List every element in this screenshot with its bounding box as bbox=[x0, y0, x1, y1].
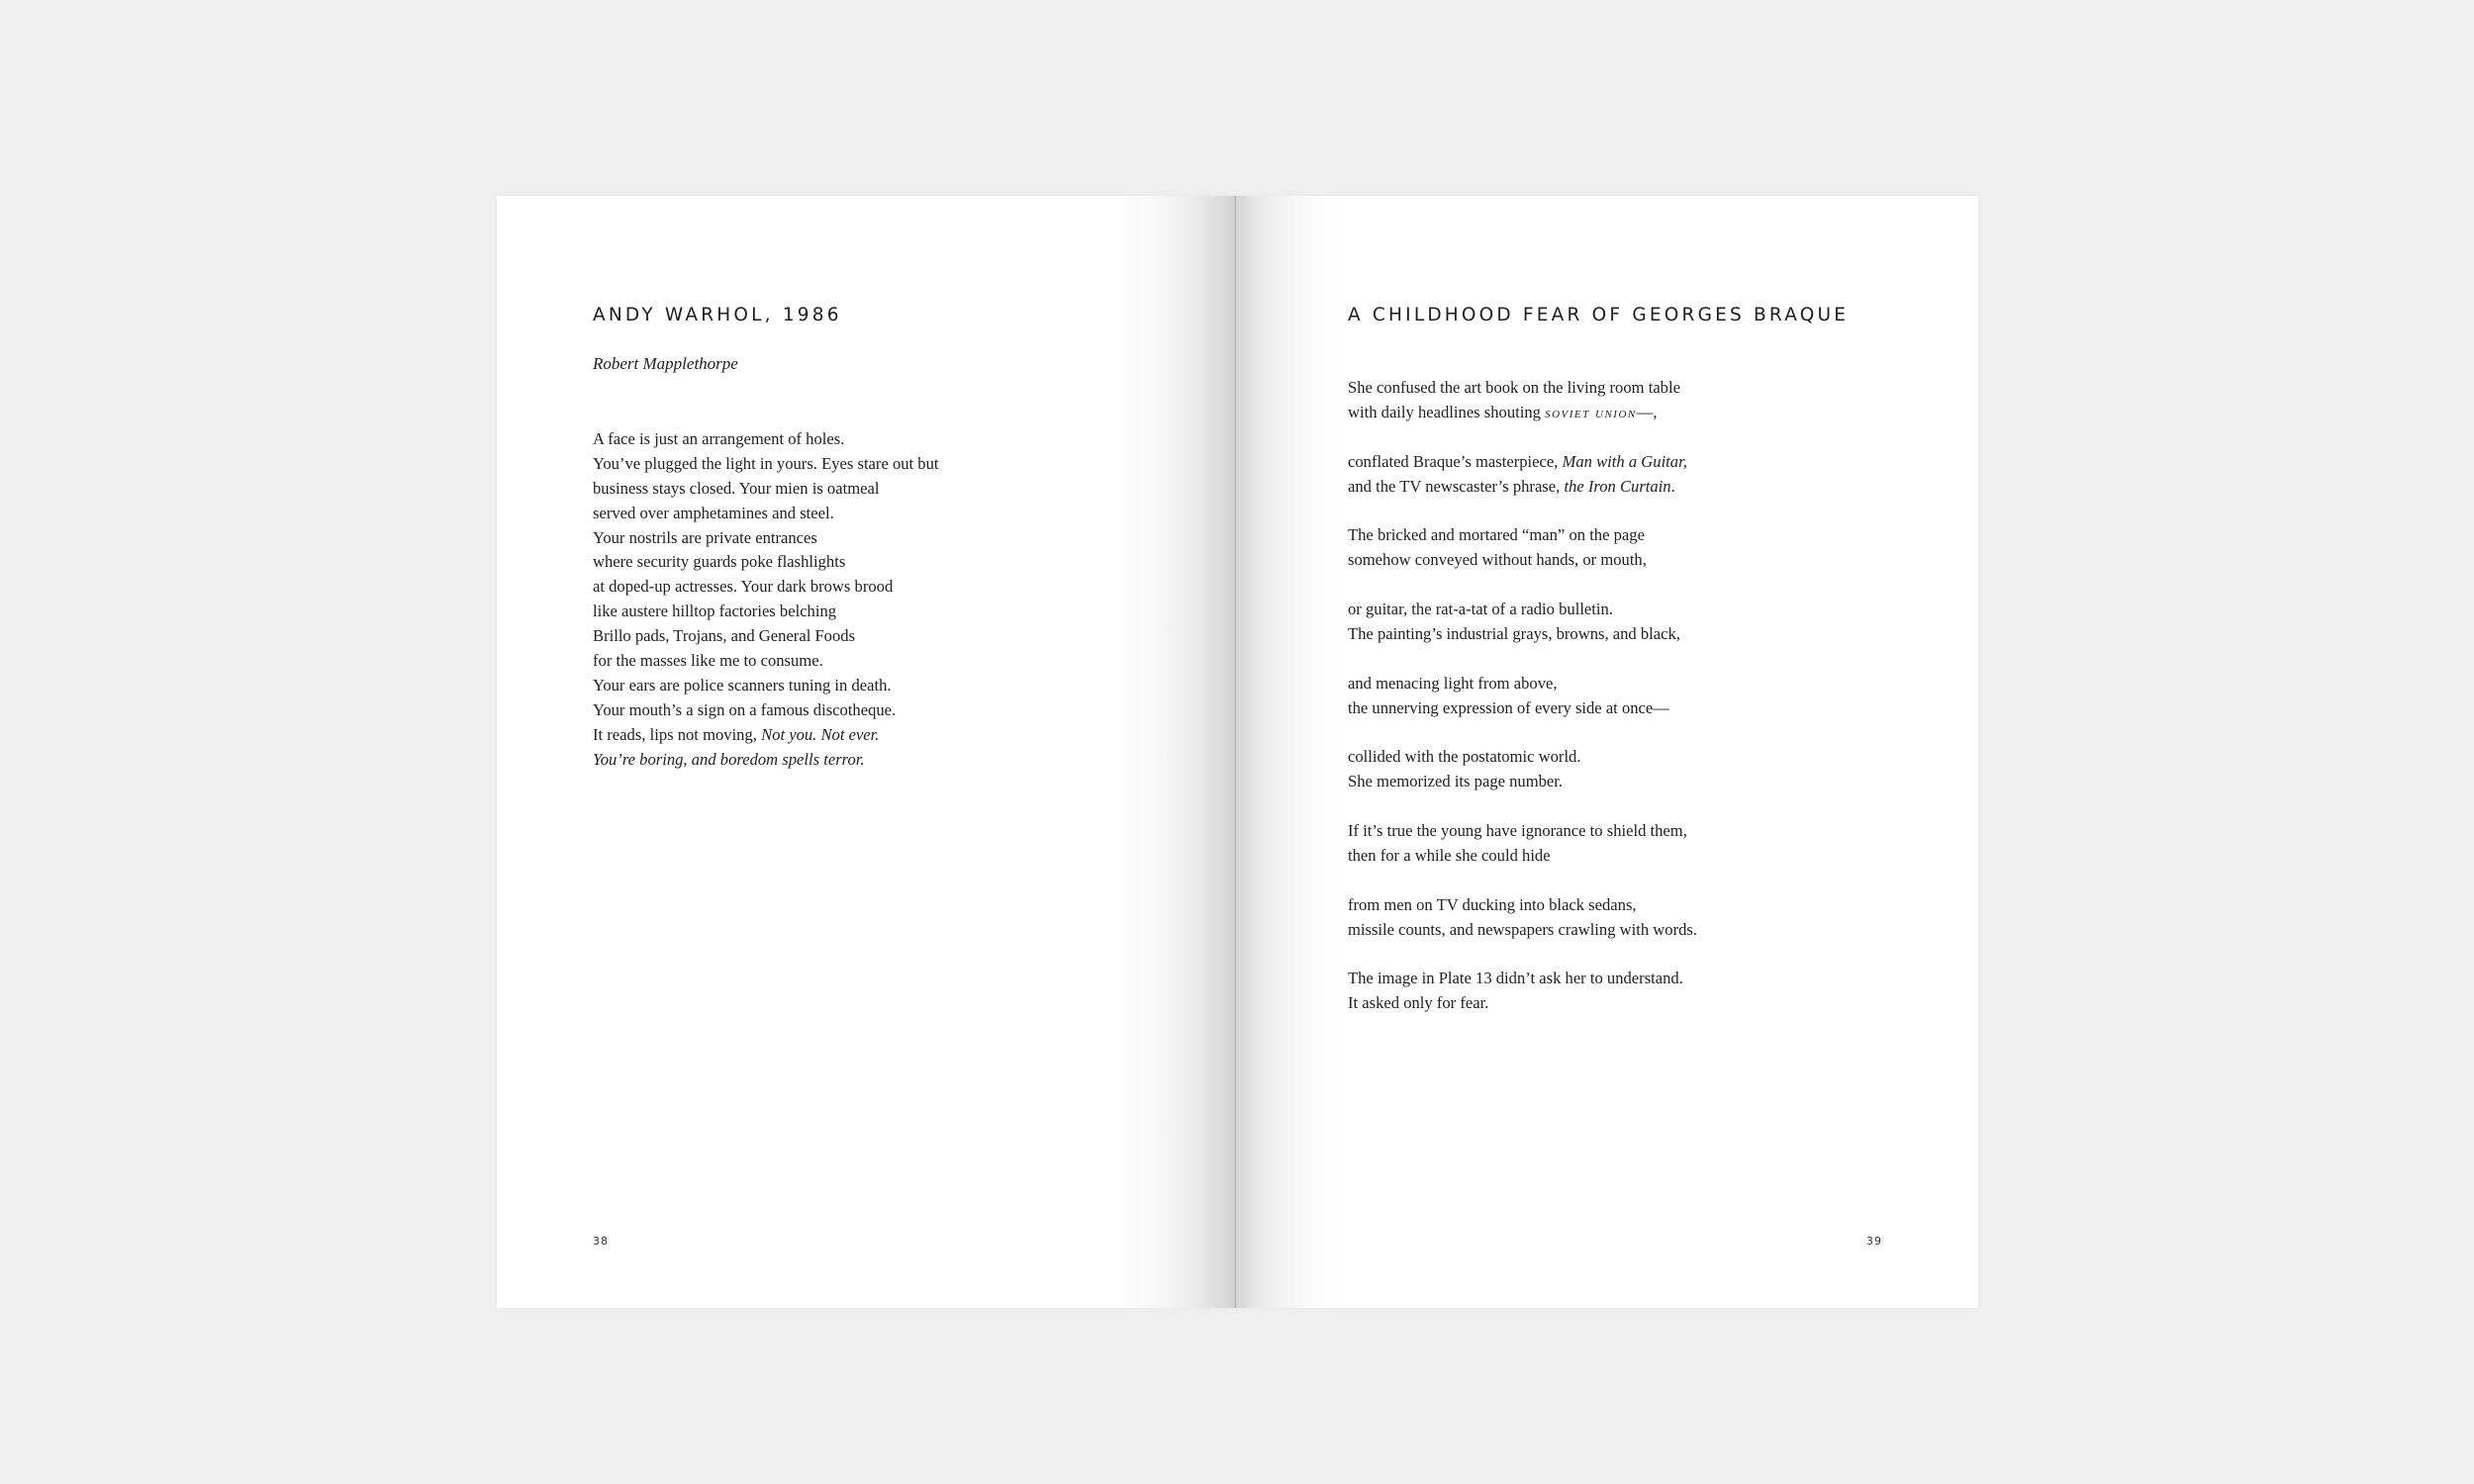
line-text: Your ears are police scanners tuning in death. bbox=[593, 675, 892, 695]
poem-author: Robert Mapplethorpe bbox=[593, 354, 738, 373]
line-text: from men on TV ducking into black sedans, bbox=[1348, 894, 1637, 914]
poem-line bbox=[1348, 475, 1697, 500]
poem-line bbox=[1348, 622, 1697, 647]
line-text: Brillo pads, Trojans, and General Foods bbox=[593, 626, 856, 646]
book-spread bbox=[497, 196, 1978, 1308]
poem-line bbox=[593, 575, 939, 600]
poem-line bbox=[1348, 770, 1697, 794]
poem-line bbox=[593, 674, 939, 698]
poem-line bbox=[1348, 745, 1697, 770]
line-text: served over amphetamines and steel. bbox=[593, 503, 834, 522]
poem-line bbox=[593, 624, 939, 649]
line-text: A face is just an arrangement of holes. bbox=[593, 429, 845, 448]
line-text: It reads, lips not moving, bbox=[593, 724, 762, 744]
poem-body bbox=[1348, 376, 1697, 1016]
line-text: and the TV newscaster’s phrase, bbox=[1348, 476, 1565, 496]
line-text: Your mouth’s a sign on a famous discotheque. bbox=[593, 699, 897, 719]
italic-text: Man with a Guitar, bbox=[1562, 451, 1687, 471]
line-text: then for a while she could hide bbox=[1348, 845, 1551, 865]
line-text: missile counts, and newspapers crawling with words. bbox=[1348, 919, 1698, 939]
line-text: conflated Braque’s masterpiece, bbox=[1348, 451, 1563, 471]
line-text: . bbox=[1670, 476, 1675, 496]
small-caps-text: soviet union bbox=[1545, 405, 1637, 421]
poem-line bbox=[1348, 844, 1697, 869]
italic-text: You’re boring, and boredom spells terror. bbox=[593, 749, 865, 769]
stanza-break bbox=[1348, 942, 1697, 967]
poem-title: ANDY WARHOL, 1986 bbox=[593, 305, 842, 325]
poem-line bbox=[1348, 523, 1697, 548]
italic-text: Not you. Not ever. bbox=[761, 724, 880, 744]
stanza-break bbox=[1348, 869, 1697, 893]
poem-title: A CHILDHOOD FEAR OF GEORGES BRAQUE bbox=[1348, 305, 1850, 325]
stanza-break bbox=[1348, 794, 1697, 819]
line-text: The bricked and mortared “man” on the page bbox=[1348, 525, 1645, 545]
poem-line bbox=[1348, 696, 1697, 721]
poem-line bbox=[593, 550, 939, 575]
poem-line bbox=[593, 600, 939, 624]
line-text: with daily headlines shouting bbox=[1348, 402, 1546, 421]
stanza-break bbox=[1348, 425, 1697, 450]
line-text: You’ve plugged the light in yours. Eyes stare out but bbox=[593, 453, 939, 473]
stanza-break bbox=[1348, 720, 1697, 745]
line-text: the unnerving expression of every side at once— bbox=[1348, 697, 1669, 717]
line-text: It asked only for fear. bbox=[1348, 993, 1489, 1013]
line-text: She confused the art book on the living room table bbox=[1348, 378, 1680, 397]
line-text: at doped-up actresses. Your dark brows brood bbox=[593, 577, 894, 597]
italic-text: the Iron Curtain bbox=[1564, 476, 1671, 496]
page-number: 38 bbox=[593, 1235, 609, 1248]
left-page bbox=[497, 196, 1236, 1308]
poem-line bbox=[593, 748, 939, 773]
line-text: like austere hilltop factories belching bbox=[593, 602, 837, 621]
line-text: collided with the postatomic world. bbox=[1348, 747, 1581, 767]
poem-line bbox=[593, 452, 939, 477]
poem-line bbox=[593, 723, 939, 748]
line-text: —, bbox=[1636, 402, 1658, 421]
poem-line bbox=[593, 477, 939, 502]
poem-line bbox=[1348, 819, 1697, 844]
poem-line bbox=[1348, 672, 1697, 696]
poem-line bbox=[1348, 991, 1697, 1016]
page-number: 39 bbox=[1866, 1235, 1882, 1248]
line-text: The painting’s industrial grays, browns, and black, bbox=[1348, 623, 1680, 643]
line-text: If it’s true the young have ignorance to shield them, bbox=[1348, 821, 1687, 841]
poem-line bbox=[1348, 598, 1697, 622]
line-text: business stays closed. Your mien is oatmeal bbox=[593, 478, 880, 498]
poem-line bbox=[1348, 893, 1697, 918]
stanza-break bbox=[1348, 647, 1697, 672]
poem-line bbox=[593, 698, 939, 723]
poem-line bbox=[1348, 918, 1697, 943]
poem-line bbox=[593, 649, 939, 674]
poem-line bbox=[1348, 401, 1697, 425]
line-text: Your nostrils are private entrances bbox=[593, 527, 817, 547]
spine-fold bbox=[1235, 196, 1236, 1308]
line-text: for the masses like me to consume. bbox=[593, 651, 823, 671]
line-text: She memorized its page number. bbox=[1348, 772, 1564, 791]
line-text: The image in Plate 13 didn’t ask her to understand. bbox=[1348, 969, 1683, 988]
poem-line bbox=[593, 526, 939, 551]
poem-line bbox=[1348, 967, 1697, 991]
stanza-break bbox=[1348, 499, 1697, 523]
line-text: somehow conveyed without hands, or mouth, bbox=[1348, 550, 1647, 570]
poem-line bbox=[593, 502, 939, 526]
right-page bbox=[1236, 196, 1978, 1308]
line-text: and menacing light from above, bbox=[1348, 673, 1558, 693]
poem-line bbox=[1348, 376, 1697, 401]
line-text: or guitar, the rat-a-tat of a radio bulletin. bbox=[1348, 600, 1613, 619]
poem-line bbox=[1348, 450, 1697, 475]
poem-line bbox=[1348, 548, 1697, 573]
poem-line bbox=[593, 427, 939, 452]
poem-body bbox=[593, 427, 939, 772]
line-text: where security guards poke flashlights bbox=[593, 552, 846, 572]
stanza-break bbox=[1348, 573, 1697, 598]
